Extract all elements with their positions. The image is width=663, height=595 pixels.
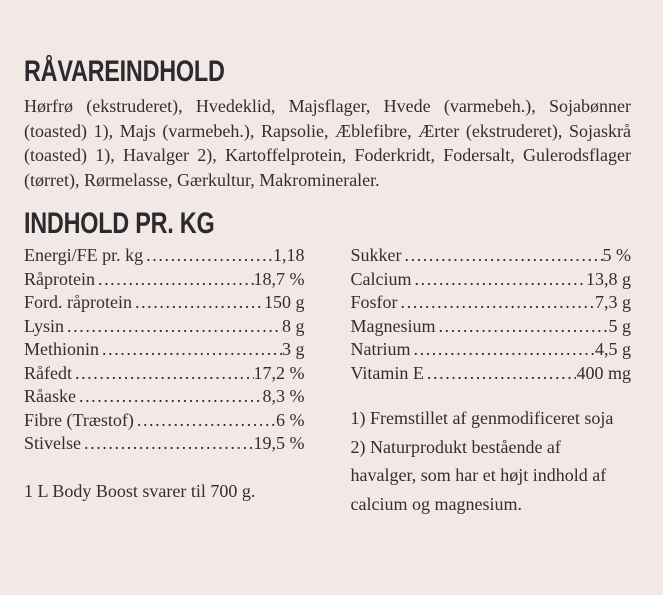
nutrition-row xyxy=(24,409,305,433)
nutrient-value: 5 % xyxy=(602,245,631,266)
dot-leader xyxy=(436,315,609,339)
footnotes xyxy=(351,404,632,518)
nutrient-value: 4,5 g xyxy=(595,339,631,360)
dot-leader xyxy=(99,338,282,362)
nutrient-value: 400 mg xyxy=(576,362,631,383)
nutrient-value: 7,3 g xyxy=(595,292,631,313)
nutrient-value: 1,18 xyxy=(273,245,305,266)
nutrient-value: 19,5 % xyxy=(253,433,305,454)
nutrition-title: INDHOLD PR. KG xyxy=(24,207,215,241)
nutrient-label: Calcium xyxy=(350,268,412,289)
nutrition-row xyxy=(24,385,305,409)
nutrition-row xyxy=(24,362,305,386)
nutrition-row xyxy=(351,315,632,339)
dot-leader xyxy=(132,291,264,315)
nutrient-label: Fosfor xyxy=(350,292,398,313)
nutrient-label: Energi/FE pr. kg xyxy=(24,245,144,266)
nutrient-value: 8,3 % xyxy=(262,386,305,407)
nutrient-label: Råaske xyxy=(24,386,76,407)
dot-leader xyxy=(412,268,587,292)
dot-leader xyxy=(402,244,603,268)
nutrient-label: Lysin xyxy=(24,315,65,336)
nutrition-row xyxy=(24,432,305,456)
nutrient-label: Sukker xyxy=(350,245,402,266)
nutrient-value: 5 g xyxy=(608,315,631,336)
nutrient-label: Fibre (Træstof) xyxy=(24,409,134,430)
nutrient-label: Methionin xyxy=(24,339,99,360)
nutrition-right-rows xyxy=(351,244,632,385)
nutrient-value: 17,2 % xyxy=(253,362,305,383)
nutrition-row xyxy=(24,244,305,268)
dot-leader xyxy=(76,385,263,409)
nutrition-row xyxy=(24,291,305,315)
nutrient-label: Natrium xyxy=(350,339,411,360)
dot-leader xyxy=(134,409,276,433)
nutrition-row xyxy=(351,338,632,362)
dot-leader xyxy=(64,315,282,339)
dot-leader xyxy=(398,291,595,315)
dot-leader xyxy=(72,362,254,386)
nutrition-row xyxy=(351,362,632,386)
volume-note: 1 L Body Boost svarer til 700 g. xyxy=(24,480,256,501)
nutrition-section xyxy=(24,209,631,518)
nutrition-left-rows xyxy=(24,244,305,456)
nutrition-row xyxy=(351,244,632,268)
nutrition-row xyxy=(351,291,632,315)
nutrition-columns xyxy=(24,244,631,518)
nutrient-label: Råprotein xyxy=(24,268,95,289)
dot-leader xyxy=(424,362,577,386)
dot-leader xyxy=(95,268,254,292)
nutrient-label: Vitamin E xyxy=(350,362,424,383)
nutrient-value: 150 g xyxy=(264,292,305,313)
footnote: 2) Naturprodukt bestående af havalger, som har et højt indhold af calcium og magnesium. xyxy=(350,436,607,514)
nutrient-value: 18,7 % xyxy=(253,268,305,289)
dot-leader xyxy=(81,432,254,456)
nutrient-value: 3 g xyxy=(282,339,305,360)
ingredients-section xyxy=(24,57,631,192)
nutrient-label: Ford. råprotein xyxy=(24,292,132,313)
nutrition-row xyxy=(24,268,305,292)
nutrition-left-column xyxy=(24,244,305,518)
nutrient-value: 13,8 g xyxy=(586,268,631,289)
nutrition-right-column xyxy=(351,244,632,518)
ingredients-title: RÅVAREINDHOLD xyxy=(24,55,225,88)
nutrient-label: Magnesium xyxy=(350,315,436,336)
ingredients-text: Hørfrø (ekstruderet), Hvedeklid, Majsflager, Hvede (varmebeh.), Sojabønner (toasted) 1), Majs (varmebeh.), Rapsolie, Æblefibre, Ærter (ekstruderet), Sojaskrå (toasted) 1), Havalger 2), Kartoffelprotein, Foderkridt, Fodersalt, Gulerodsflager (tørret), Rørmelasse, Gærkultur, Makromineraler. xyxy=(24,96,631,190)
nutrient-label: Råfedt xyxy=(24,362,72,383)
nutrient-value: 8 g xyxy=(282,315,305,336)
nutrition-row xyxy=(351,268,632,292)
dot-leader xyxy=(411,338,596,362)
dot-leader xyxy=(143,244,273,268)
nutrition-row xyxy=(24,315,305,339)
nutrient-label: Stivelse xyxy=(24,433,81,454)
nutrition-row xyxy=(24,338,305,362)
nutrient-value: 6 % xyxy=(276,409,305,430)
footnote: 1) Fremstillet af genmodificeret soja xyxy=(350,408,614,429)
